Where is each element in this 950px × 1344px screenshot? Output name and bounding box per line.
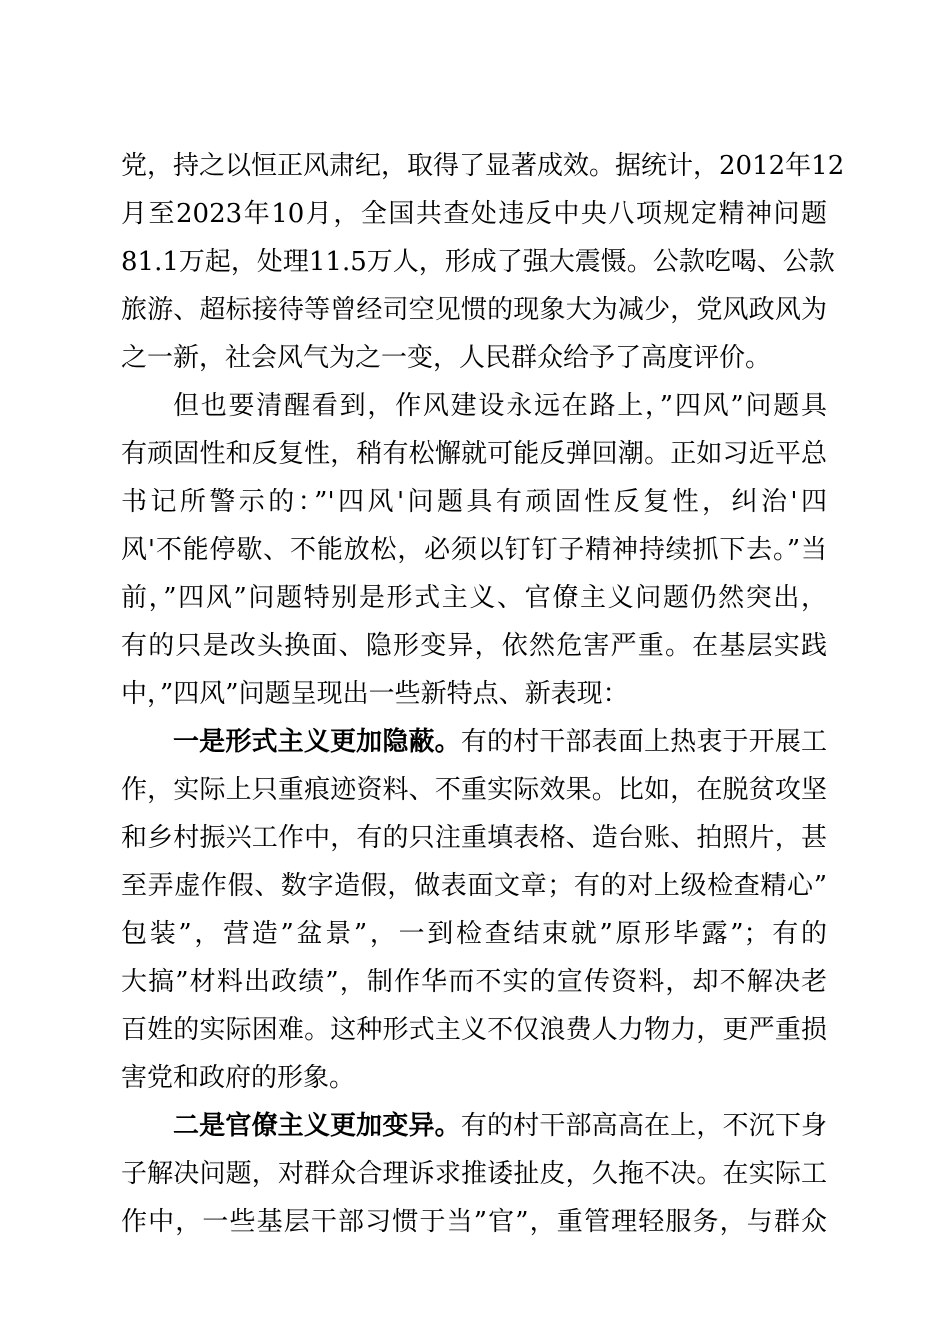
text-line: 有顽固性和反复性，稍有松懈就可能反弹回潮。正如习近平总 [121, 439, 827, 469]
section-lead-heading: 一是形式主义更加隐蔽。 [173, 727, 461, 757]
paragraph-start-line: 但也要清醒看到，作风建设永远在路上，”四风”问题具 [173, 391, 827, 421]
text-line: 大搞”材料出政绩”，制作华而不实的宣传资料，却不解决老 [121, 967, 827, 997]
section-lead-heading: 二是官僚主义更加变异。 [173, 1111, 461, 1141]
text-line: 害党和政府的形象。 [121, 1063, 356, 1093]
text-line: 至弄虚作假、数字造假，做表面文章；有的对上级检查精心” [121, 871, 827, 901]
section-lead-text: 有的村干部高高在上，不沉下身 [460, 1111, 827, 1141]
text-line: 作，实际上只重痕迹资料、不重实际效果。比如，在脱贫攻坚 [121, 775, 827, 805]
text-line: 中，”四风”问题呈现出一些新特点、新表现： [121, 679, 629, 709]
text-line: 有的只是改头换面、隐形变异，依然危害严重。在基层实践 [121, 631, 827, 661]
paragraph-start-line [121, 1102, 827, 1150]
text-line: 旅游、超标接待等曾经司空见惯的现象大为减少，党风政风为 [121, 295, 827, 325]
text-line: 和乡村振兴工作中，有的只注重填表格、造台账、拍照片，甚 [121, 823, 827, 853]
text-line: 作中，一些基层干部习惯于当”官”，重管理轻服务，与群众 [121, 1207, 827, 1237]
text-line: 书记所警示的：”'四风'问题具有顽固性反复性，纠治'四 [121, 487, 827, 517]
text-line: 百姓的实际困难。这种形式主义不仅浪费人力物力，更严重损 [121, 1015, 827, 1045]
text-line: 风'不能停歇、不能放松，必须以钉钉子精神持续抓下去。”当 [121, 535, 827, 565]
text-line: 81.1万起，处理11.5万人，形成了强大震慑。公款吃喝、公款 [121, 247, 835, 277]
paragraph-start-line [121, 718, 827, 766]
document-body [121, 142, 845, 1246]
text-line: 子解决问题，对群众合理诉求推诿扯皮，久拖不决。在实际工 [121, 1159, 827, 1189]
text-line: 党，持之以恒正风肃纪，取得了显著成效。据统计，2012年12 [121, 151, 845, 181]
text-line: 之一新，社会风气为之一变，人民群众给予了高度评价。 [121, 343, 772, 373]
text-line: 前，”四风”问题特别是形式主义、官僚主义问题仍然突出， [121, 583, 827, 613]
section-lead-text: 有的村干部表面上热衷于开展工 [460, 727, 827, 757]
text-line: 月至2023年10月，全国共查处违反中央八项规定精神问题 [121, 199, 827, 229]
text-line: 包装”，营造”盆景”，一到检查结束就”原形毕露”；有的 [121, 919, 827, 949]
